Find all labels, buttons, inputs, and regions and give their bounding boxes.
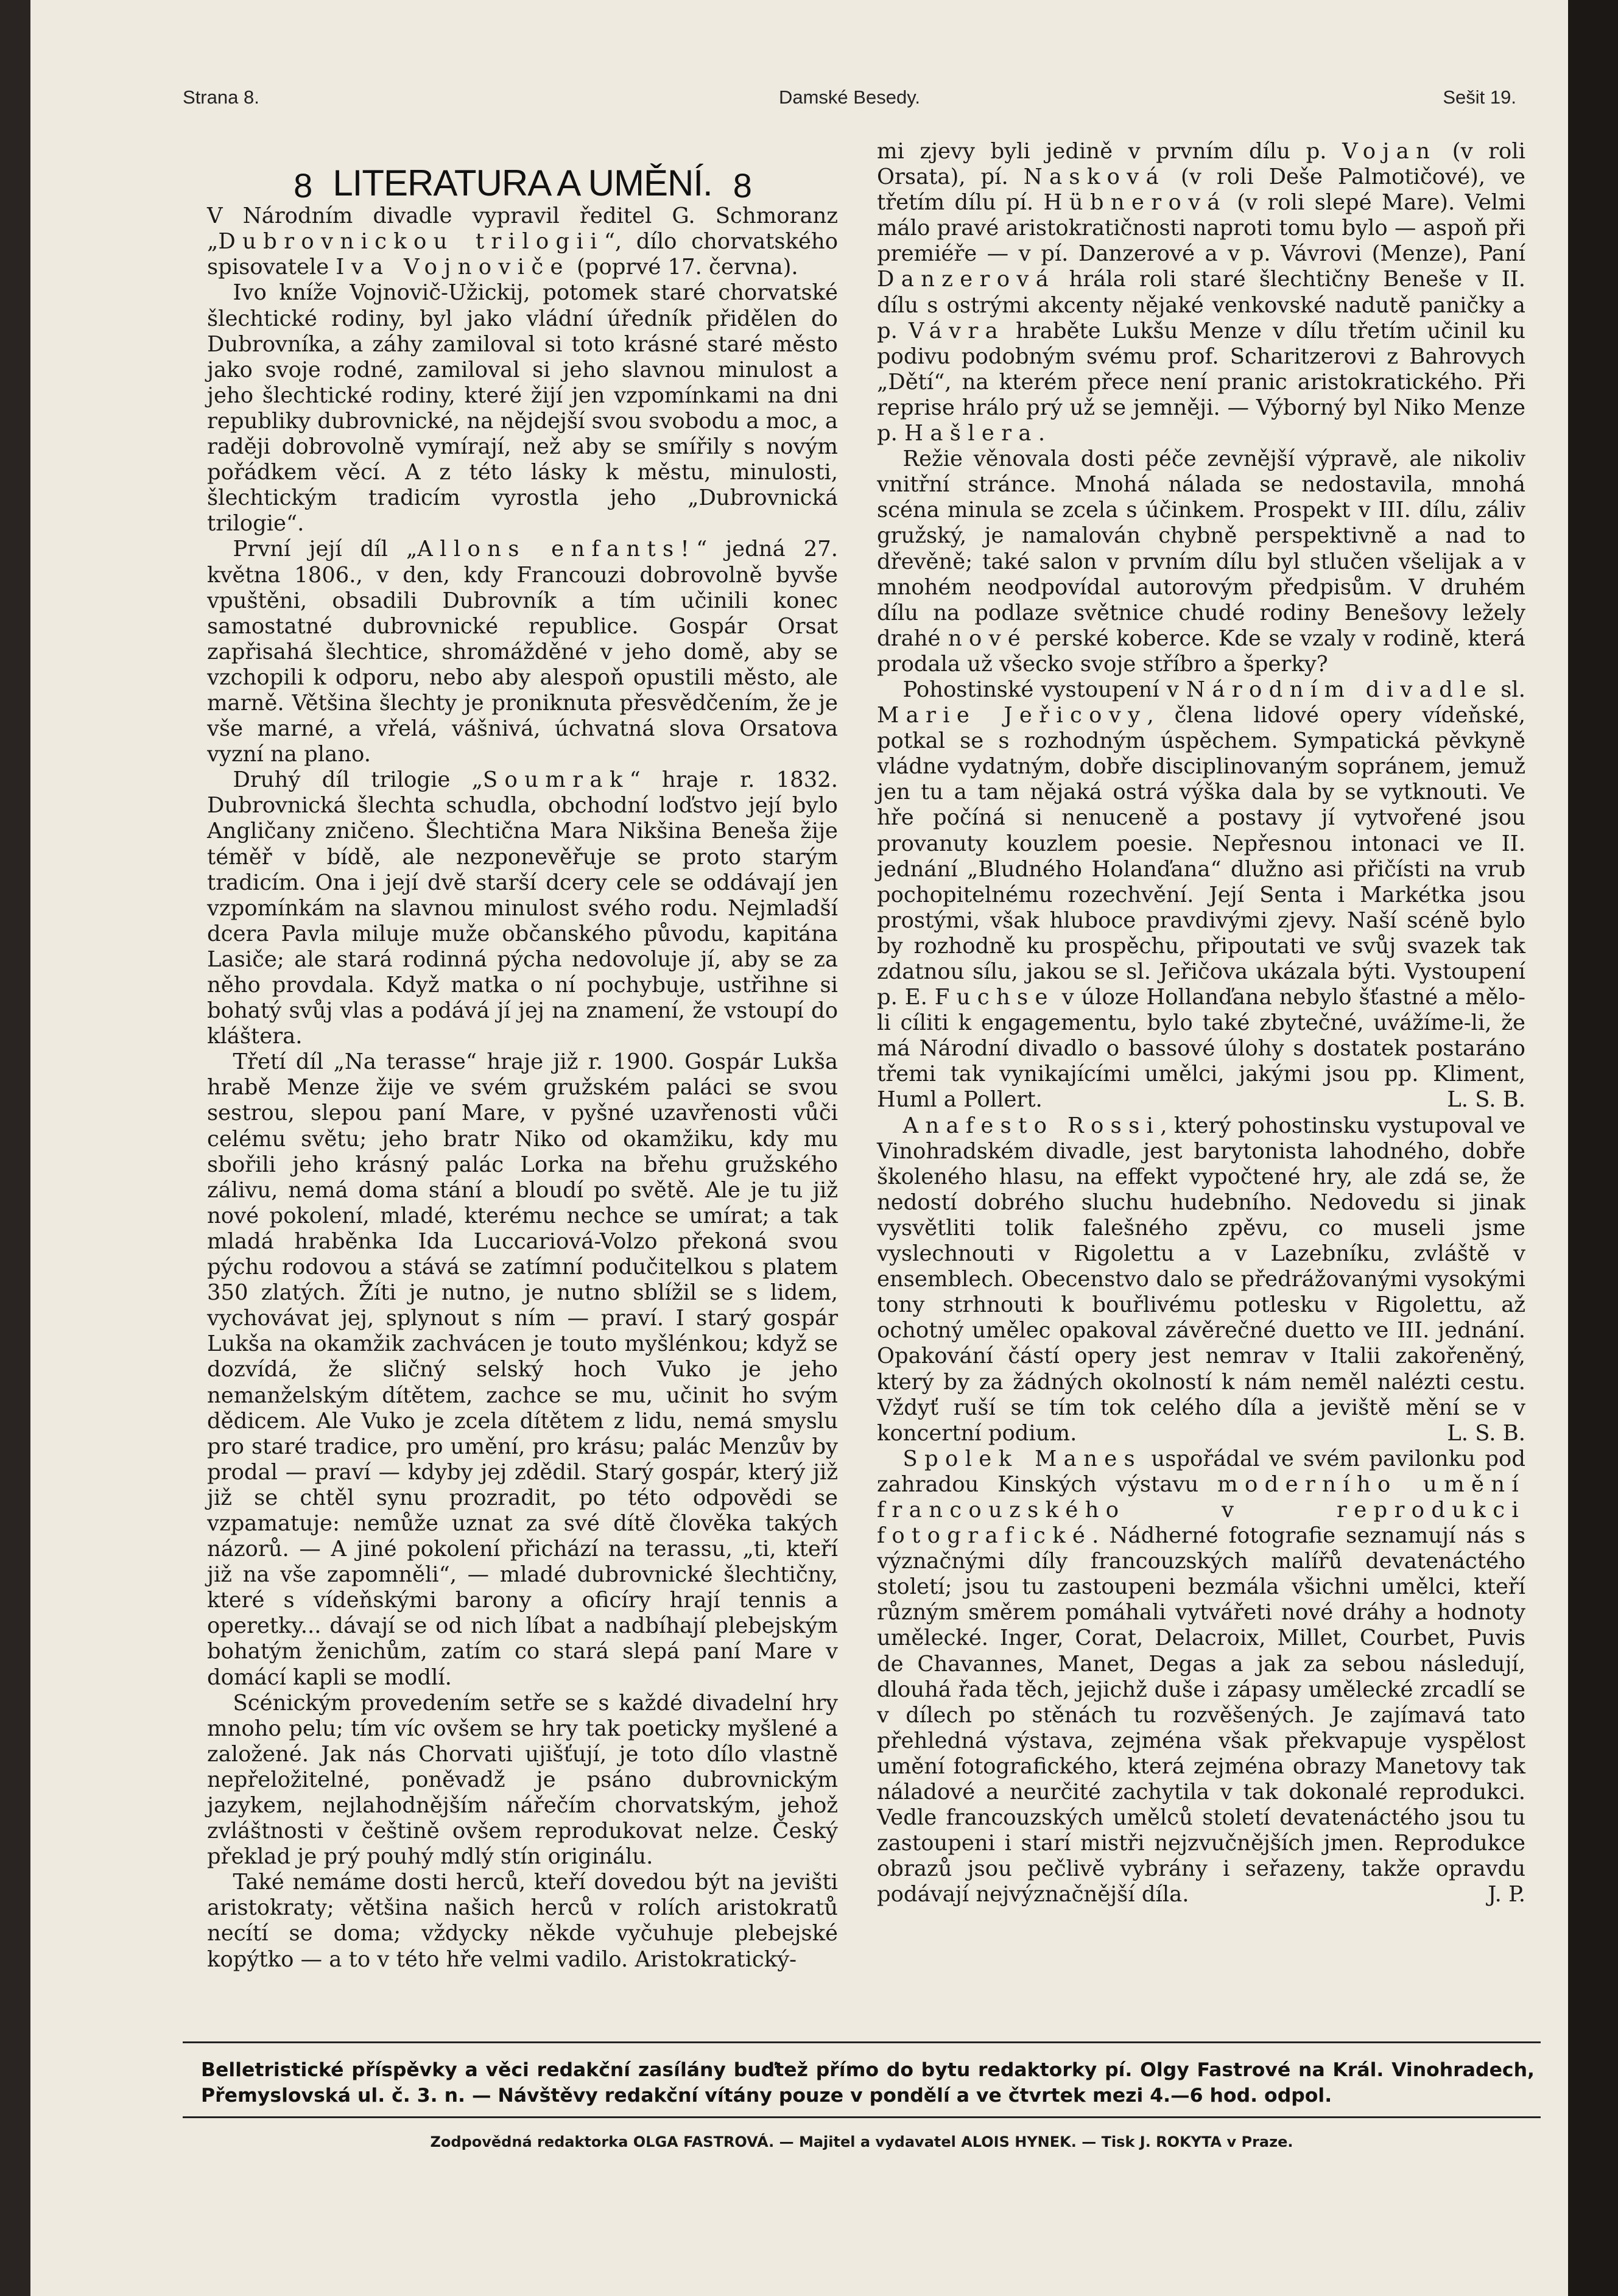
ornament-left-icon: 8 [294, 166, 312, 205]
page-header [183, 86, 1516, 117]
author-signature: J. P. [1488, 1882, 1525, 1907]
divider [183, 2041, 1541, 2043]
paragraph: Ivo kníže Vojnovič-Užickij, potomek staré chorvatské šlechtické rodiny, byl jako vládní úředník přidělen do Dubrovníka, a záhy zamiloval si toto krásné staré město jako svoje rodné, zamiloval si jeho slavnou minulost a jeho šlechtické rodiny, které žijí jen vzpomínkami na dni republiky dubrovnické, na nějdejší svou svobodu a moc, a raději dobrovolně vymírají, než aby se smířily s novým pořádkem věcí. A z této lásky k městu, minulosti, šlechtickým tradicím vyrostla jeho „Dubrovnická trilogie“. [207, 280, 838, 537]
paragraph: mi zjevy byli jedině v prvním dílu p. Vojan (v roli Orsata), pí. Nasková (v roli Deše Palmotičové), ve třetím dílu pí. Hübnerová (v roli slepé Mare). Velmi málo pravé aristokratičnosti naproti tomu bylo — aspoň při premiéře — v pí. Danzerové a v p. Vávrovi (Menze), Paní Danzerová hrála roli staré šlechtičny Beneše v II. dílu s ostrými akcenty nějaké venkovské nadutě paničky a p. Vávra hraběte Lukšu Menze v dílu třetím učinil ku podivu podobným svému prof. Scharitzerovi z Bahrovych „Dětí“, na kterém přece není pranic aristokratického. Při reprise hrálo prý už se jemněji. — Výborný byl Niko Menze p. Hašlera. [877, 139, 1526, 446]
issue-number: Sešit 19. [1443, 86, 1516, 108]
page-number: Strana 8. [183, 86, 259, 108]
divider [183, 2116, 1541, 2118]
paragraph: Druhý díl trilogie „Soumrak“ hraje r. 1832. Dubrovnická šlechta schudla, obchodní loďstvo její bylo Angličany zničeno. Šlechtična Mara Nikšina Beneša žije téměř v bídě, ale nezponevěřuje se proto starým tradicím. Ona i její dvě starší dcery cele se oddávají jen vzpomínkám na slavnou minulost svého rodu. Nejmladší dcera Pavla miluje muže občanského původu, kapitána Lasiče; ale stará rodinná pýcha nedovoluje jí, aby se za něho provdala. Když matka o ní pochybuje, ustřihne si bohatý svůj vlas a podává jí jej na znamení, že vstoupí do kláštera. [207, 767, 838, 1049]
scan-edge [1568, 0, 1618, 2296]
paragraph: Spolek Manes uspořádal ve svém pavilonku pod zahradou Kinských výstavu moderního umění francouzského v reprodukci fotografické. Nádherné fotografie seznamují nás s význačnými díly francouzských malířů devatenáctého století; jsou tu zastoupeni bezmála všichni umělci, kteří různým směrem pomáhali vytvářeti nové dráhy a hodnoty umělecké. Inger, Corat, Delacroix, Millet, Courbet, Puvis de Chavannes, Manet, Degas a jak za sebou následují, dlouhá řada těch, jejichž duše i zápasy umělecké zrcadlí se v dílech po stěnách tu rozvěšených. Je zajímavá tato přehledná výstava, zejména však překvapuje vyspělost umění fotografického, která zejména obrazy Manetovy tak náladové a neurčité zachytila v tak dokonalé reprodukci. Vedle francouzských umělců století devatenáctého jsou tu zastoupeni i starí mistři nejzvučnějších jmen. Reprodukce obrazů jsou pečlivě vybrány i seřazeny, takže opravdu podávají nejvýznačnější díla. J. P. [877, 1446, 1525, 1907]
author-signature: L. S. B. [1447, 1420, 1525, 1446]
paragraph: Scénickým provedením setře se s každé divadelní hry mnoho pelu; tím víc ovšem se hry tak poeticky myšlené a založené. Jak nás Chorvati ujišťují, je toto dílo vlastně nepřeložitelné, poněvadž je psáno dubrovnickým jazykem, nejlahodnějším nářečím chorvatským, jehož zvláštnosti v češtině ovšem reprodukovat nelze. Český překlad je prý pouhý mdlý stín originálu. [207, 1690, 838, 1870]
author-signature: L. S. B. [1447, 1087, 1525, 1113]
paragraph: Také nemáme dosti herců, kteří dovedou být na jevišti aristokraty; většina našich herců v rolích aristokratů necítí se doma; vždycky někde vyčuhuje plebejské kopýtko — a to v této hře velmi vadilo. Aristokratický- [207, 1870, 838, 1972]
periodical-title: Damské Besedy. [778, 86, 920, 108]
section-heading [207, 163, 838, 205]
paragraph: Pohostinské vystoupení v Národním divadle sl. Marie Jeřicovy, člena lidové opery vídeňské, potkal se s rozhodným úspěchem. Sympatická pěvkyně vládne vydatným, dobře disciplinovaným sopránem, jemuž jen tu a tam nějaká ostrá výška dala by se vytknouti. Ve hře počíná si nenuceně a postavy jí vytvořené jsou provanuty kouzlem poesie. Nepřesnou intonaci ve II. jednání „Bludného Holanďana“ dlužno asi přičísti na vrub pochopitelnému rozechvění. Její Senta i Markétka jsou prostými, však hluboce pravdivými zjevy. Naší scéně bylo by rozhodně ku prospěchu, připoutati ve svůj svazek tak zdatnou sílu, jakou se sl. Jeřičova ukázala býti. Vystoupení p. E. Fuchse v úloze Hollanďana nebylo šťastné a mělo-li cíliti k engagementu, bylo také zbytečné, uvážíme-li, že má Národní divadlo o bassové úlohy s dostatek postaráno třemi tak vynikajícími umělci, jakými jsou pp. Kliment, Huml a Pollert. L. S. B. [877, 677, 1526, 1113]
ornament-right-icon: 8 [733, 166, 751, 205]
paragraph: Třetí díl „Na terasse“ hraje již r. 1900. Gospár Lukša hrabě Menze žije ve svém gružském paláci se svou sestrou, slepou paní Mare, v pyšné uzavřenosti vůči celému světu; jeho bratr Niko od okamžiku, kdy mu sbořili jeho krásný palác Lorka na břehu gružského zálivu, nemá doma stání a bloudí po světě. Ale je tu již nové pokolení, mladé, kterému nechce se umírat; a tak mladá hraběnka Ida Luccariová-Volzo překoná svou pýchu rodovou a stává se zatímní podučitelkou s platem 350 zlatých. Žíti je nutno, je nutno sblížil se s lidem, vychovávat jej, splynout s ním — praví. I starý gospár Lukša na okamžik zachvácen je touto myšlénkou; když se dozvídá, že sličný selský hoch Vuko je jeho nemanželským dítětem, zachce se mu, učinit ho svým dědicem. Ale Vuko je zcela dítětem z lidu, nemá smyslu pro staré tradice, pro umění, pro krásu; palác Menzův by prodal — praví — kdyby jej zdědil. Starý gospár, který již již se chtěl synu prozradit, po této odpovědi se vzpamatuje: nemůže uznat za své dítě člověka takých názorů. — A jiné pokolení přichází na terassu, „ti, kteří již na vše zapomněli“, — mladé dubrovnické šlechtičny, které s vídeňskými barony a oficíry hrají tennis a operetky... dávají se od nich líbat a nadbíhají plebejským bohatým ženichům, zatím co stará slepá paní Mare v domácí kapli se modlí. [207, 1049, 838, 1690]
section-title: LITERATURA A UMĚNÍ. [332, 163, 712, 203]
editorial-notice: Belletristické příspěvky a věci redakční zasílány buďtež přímo do bytu redaktorky pí. Olgy Fastrové na Král. Vinohradech, Přemyslovská ul. č. 3. n. — Návštěvy redakční vítány pouze v pondělí a ve čtvrtek mezi 4.—6 hod. odpol. [201, 2059, 1535, 2107]
paragraph: V Národním divadle vypravil ředitel G. Schmoranz „Dubrovnickou trilogii“, dílo chorvatského spisovatele Iva Vojnoviče (poprvé 17. června). [207, 203, 838, 280]
paragraph: Anafesto Rossi, který pohostinsku vystupoval ve Vinohradském divadle, jest barytonista lahodného, dobře školeného hlasu, na effekt vypočtené hry, ale zdá se, že nedostí dobrého sluchu hudebního. Nedovedu si jinak vysvětliti tolik falešného zpěvu, co museli jsme vyslechnouti v Rigolettu a v Lazebníku, zvláště v ensemblech. Obecenstvo dalo se předrážovanými vysokými tony strhnouti k bouřlivému potlesku v Rigolettu, až ochotný umělec opakoval závěrečné duetto ve III. jednání. Opakování částí opery jest nemrav v Italii zakořeněný, který by za žádných okolností k nám neměl nalézti cestu. Vždyť ruší se tím tok celého díla a jeviště mění se v koncertní podium. L. S. B. [877, 1113, 1525, 1446]
right-column [877, 139, 1525, 1907]
paragraph: Režie věnovala dosti péče zevnější výpravě, ale nikoliv vnitřní stránce. Mnohá nálada se nedostavila, mnohá scéna minula se zcela s účinkem. Prospekt v III. dílu, záliv gružský, je namalován chybně perspektivně a nad to dřevěně; také salon v prvním dílu byl stlučen všelijak a v mnohém neodpovídal autorovým předpisům. V druhém dílu na podlaze světnice chudé rodiny Benešovy ležely drahé nové perské koberce. Kde se vzaly v rodině, která prodala už všecko svoje stříbro a šperky? [877, 446, 1525, 677]
paragraph: První její díl „Allons enfants!“ jedná 27. května 1806., v den, kdy Francouzi dobrovolně byvše vpuštěni, obsadili Dubrovník a tím učinili konec samostatné dubrovnické republice. Gospár Orsat zapřisahá šlechtice, shromážděné v jeho domě, aby se vzchopili k odporu, nebo aby alespoň opustili město, ale marně. Většina šlechty je proniknuta přesvědčením, že je vše marné, a vřelá, vášnivá, úchvatná slova Orsatova vyzní na plano. [207, 537, 839, 767]
left-column [207, 146, 838, 1973]
imprint: Zodpovědná redaktorka OLGA FASTROVÁ. — Majitel a vydavatel ALOIS HYNEK. — Tisk J. ROKYTA v Praze. [430, 2133, 1293, 2150]
